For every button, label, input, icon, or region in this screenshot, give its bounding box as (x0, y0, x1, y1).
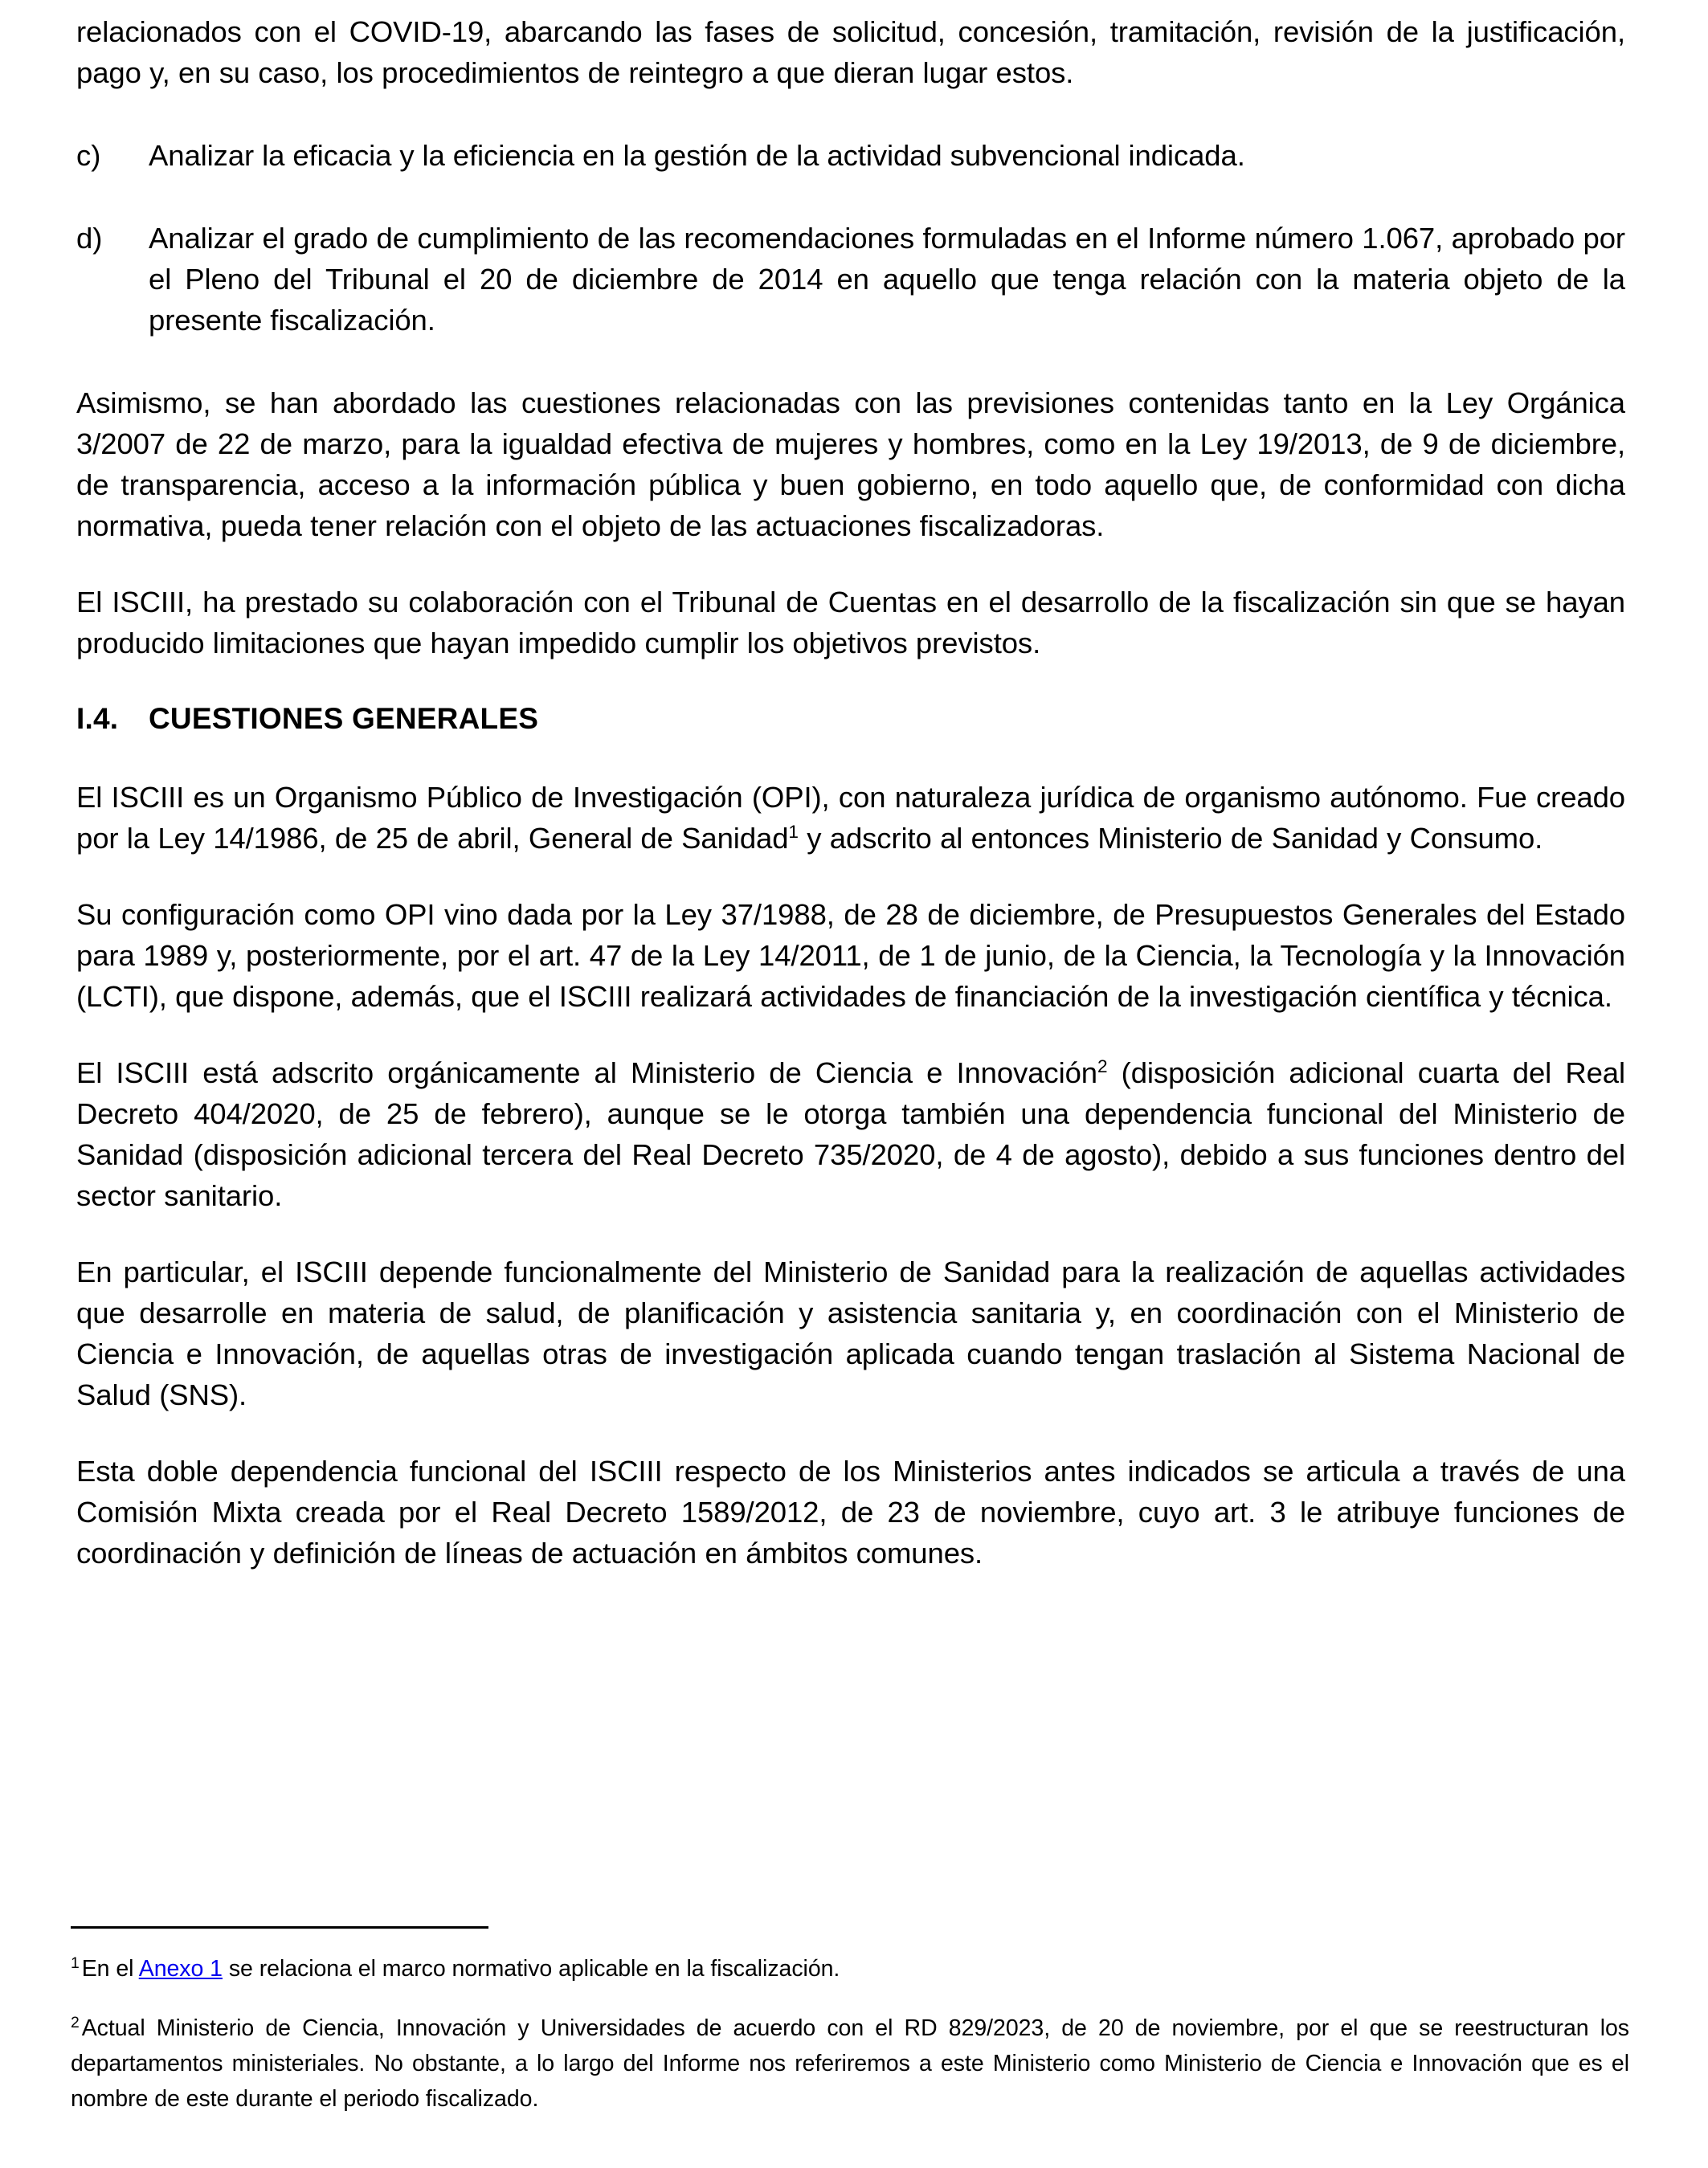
list-item-text: Analizar la eficacia y la eficiencia en la gestión de la actividad subvencional indicada. (149, 139, 1245, 172)
list-item-marker: d) (76, 222, 103, 255)
paragraph-particular: En particular, el ISCIII depende funcionalmente del Ministerio de Sanidad para la realización de aquellas actividades que desarrolle en materia de salud, de planificación y asistencia sanitaria y, en coordinación con el Ministerio de Ciencia e Innovación, de aquellas otras de investigación aplicada cuando tengan traslación al Sistema Nacional de Salud (SNS). (76, 1255, 1625, 1411)
paragraph-colaboracion: El ISCIII, ha prestado su colaboración con el Tribunal de Cuentas en el desarrollo de la fiscalización sin que se hayan producido limitaciones que hayan impedido cumplir los objetivos previstos. (76, 586, 1625, 659)
list-item (76, 218, 1625, 341)
paragraph-adscrito-text-part2: (disposición adicional cuarta del Real Decreto 404/2020, de 25 de febrero), aunque se le otorga también una dependencia funcional del Ministerio de Sanidad (disposición adicional tercera del Real Decreto 735/2020, de 4 de agosto), debido a sus funciones dentro del sector sanitario. (76, 1056, 1625, 1212)
section-heading (76, 699, 1625, 739)
list-item-marker: c) (76, 139, 101, 172)
footnote-1 (71, 1951, 1629, 1986)
footnote-2-number: 2 (71, 2013, 80, 2031)
footnote-1-number: 1 (71, 1954, 80, 1972)
footnote-2-text: Actual Ministerio de Ciencia, Innovación y Universidades de acuerdo con el RD 829/2023, de 20 de noviembre, por el que se reestructuran los departamentos ministeriales. No obstante, a lo largo del Informe nos referiremos a este Ministerio como Ministerio de Ciencia e Innovación que es el nombre de este durante el periodo fiscalizado. (71, 2015, 1629, 2112)
main-text-column (76, 11, 1625, 1609)
paragraph-asimismo: Asimismo, se han abordado las cuestiones relacionadas con las previsiones contenidas tanto en la Ley Orgánica 3/2007 de 22 de marzo, para la igualdad efectiva de mujeres y hombres, como en la Ley 19/2013, de 9 de diciembre, de transparencia, acceso a la información pública y buen gobierno, en todo aquello que, de conformidad con dicha normativa, pueda tener relación con el objeto de las actuaciones fiscalizadoras. (76, 386, 1625, 542)
footnote-1-text-before-link: En el (81, 1956, 139, 1982)
footnote-reference-2[interactable]: 2 (1097, 1055, 1108, 1076)
paragraph-adscrito-text-part1: El ISCIII está adscrito orgánicamente al Ministerio de Ciencia e Innovación (76, 1056, 1097, 1089)
paragraph-doble-dependencia: Esta doble dependencia funcional del ISCIII respecto de los Ministerios antes indicados se articula a través de una Comisión Mixta creada por el Real Decreto 1589/2012, de 23 de noviembre, cuyo art. 3 le atribuye funciones de coordinación y definición de líneas de actuación en ámbitos comunes. (76, 1455, 1625, 1570)
paragraph-configuracion: Su configuración como OPI vino dada por la Ley 37/1988, de 28 de diciembre, de Presupuestos Generales del Estado para 1989 y, posteriormente, por el art. 47 de la Ley 14/2011, de 1 de junio, de la Ciencia, la Tecnología y la Innovación (LCTI), que dispone, además, que el ISCIII realizará actividades de financiación de la investigación científica y técnica. (76, 898, 1625, 1013)
section-heading-title: CUESTIONES GENERALES (149, 702, 539, 735)
footnote-reference-1[interactable]: 1 (788, 821, 799, 842)
paragraph-adscrito (76, 1052, 1625, 1216)
footnote-2 (71, 2011, 1629, 2117)
anexo-1-link[interactable]: Anexo 1 (138, 1956, 223, 1982)
paragraph-opi (76, 777, 1625, 859)
paragraph-opi-text-part2: y adscrito al entonces Ministerio de Sanidad y Consumo. (798, 822, 1543, 855)
footnote-area (71, 1926, 1629, 2117)
list-item-text: Analizar el grado de cumplimiento de las recomendaciones formuladas en el Informe número 1.067, aprobado por el Pleno del Tribunal el 20 de diciembre de 2014 en aquello que tenga relación con la materia objeto de la presente fiscalización. (149, 222, 1625, 337)
section-heading-number: I.4. (76, 702, 119, 735)
footnote-separator-rule (71, 1926, 488, 1929)
list-item (76, 135, 1625, 176)
continued-paragraph: relacionados con el COVID-19, abarcando las fases de solicitud, concesión, tramitación, revisión de la justificación, pago y, en su caso, los procedimientos de reintegro a que dieran lugar estos. (76, 15, 1625, 89)
footnote-1-text-after-link: se relaciona el marco normativo aplicable en la fiscalización. (222, 1956, 840, 1982)
paragraph-opi-text-part1: El ISCIII es un Organismo Público de Investigación (OPI), con naturaleza jurídica de organismo autónomo. Fue creado por la Ley 14/1986, de 25 de abril, General de Sanidad (76, 781, 1625, 855)
